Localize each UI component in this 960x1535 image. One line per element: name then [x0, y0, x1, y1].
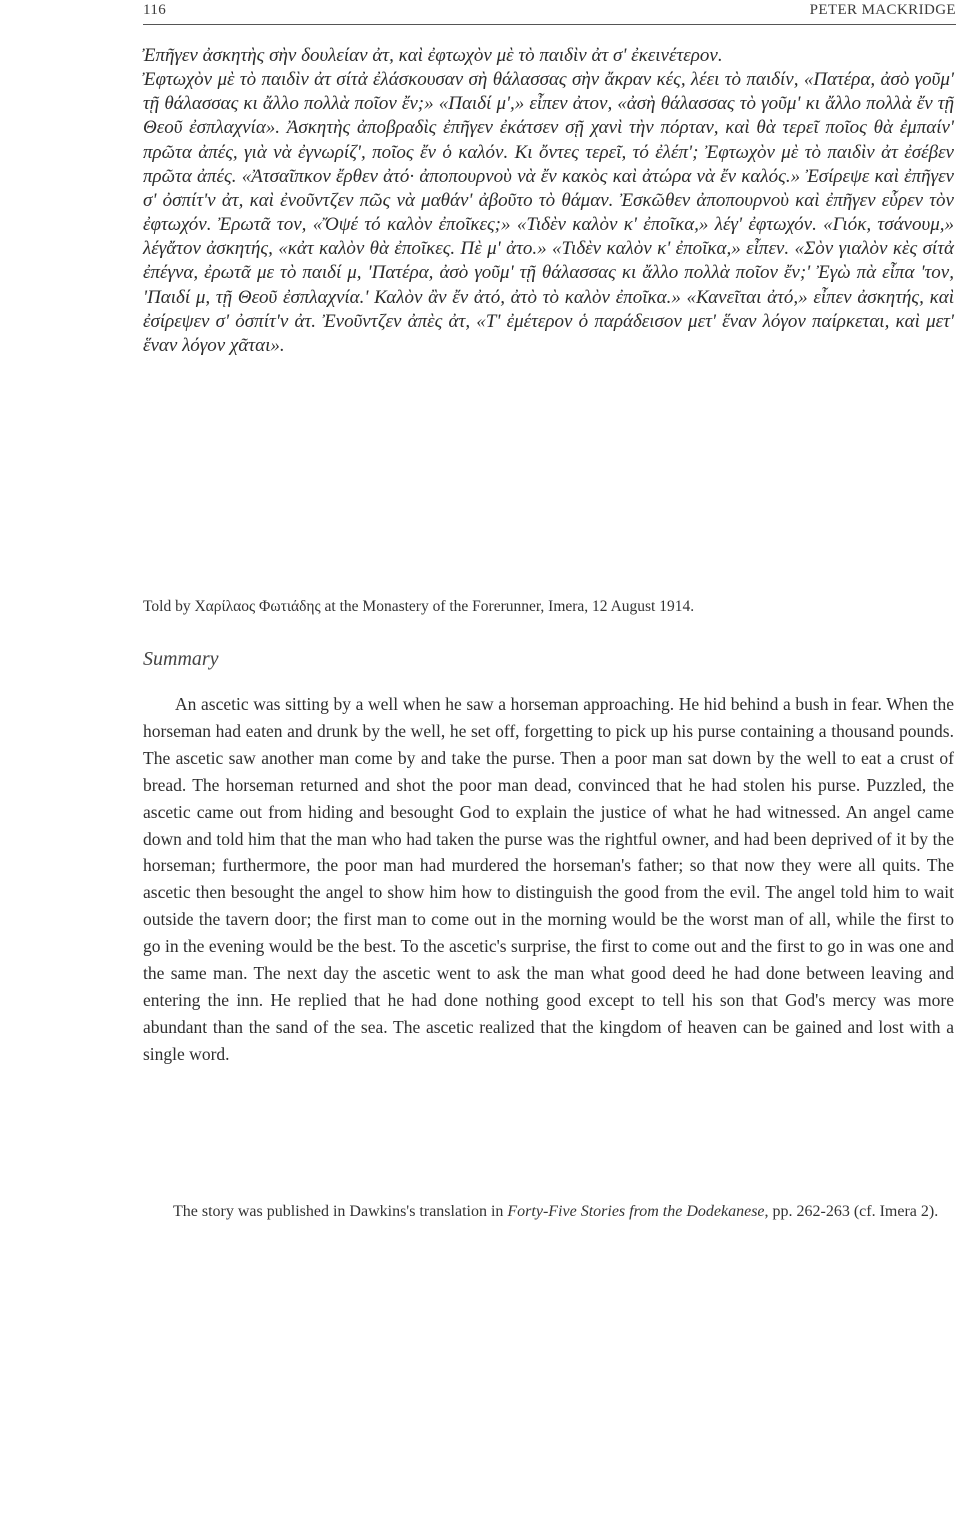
header-rule — [143, 24, 956, 25]
publication-note — [143, 1200, 954, 1224]
page-number: 116 — [143, 2, 167, 18]
greek-paragraph-1: Ἐπῆγεν ἀσκητὴς σὴν δουλείαν ἀτ, καὶ ἐφτωχὸν μὲ τὸ παιδὶν ἀτ σ' ἐκεινέτερον. — [142, 45, 723, 66]
note-suffix: , pp. 262-263 (cf. Imera 2). — [764, 1203, 939, 1220]
running-head-author: PETER MACKRIDGE — [809, 2, 956, 18]
summary-heading: Summary — [143, 648, 219, 670]
note-prefix: The story was published in Dawkins's translation in — [173, 1203, 508, 1220]
book-title: Forty-Five Stories from the Dodekanese — [507, 1203, 765, 1220]
attribution-line: Told by Χαρίλαος Φωτιάδης at the Monastery of the Forerunner, Imera, 12 August 1914. — [143, 598, 695, 615]
summary-paragraph: An ascetic was sitting by a well when he saw a horseman approaching. He hid behind a bush in fear. When the horseman had eaten and drunk by the well, he set off, forgetting to pick up his purse containing a thousand pounds. The ascetic saw another man come by and take the purse. Then a poor man sat down by the well to eat a crust of bread. The horseman returned and shot the poor man dead, convinced that he had stolen his purse. Puzzled, the ascetic came out from hiding and besought God to explain the justice of what he had witnessed. An angel came down and told him that the man who had taken the purse was the rightful owner, and had been deprived of it by the horseman; furthermore, the poor man had murdered the horseman's father; so that now they were all quits. The ascetic then besought the angel to show him how to distinguish the good from the evil. The angel told him to wait outside the tavern door; the first man to come out in the morning would be the worst man of all, while the first to go in the evening would be the best. To the ascetic's surprise, the first to come out and the first to go in was one and the same man. The next day the ascetic went to ask the man what good deed he had done between leaving and entering the inn. He replied that he had done nothing good except to tell his son that God's mercy was more abundant than the sand of the sea. The ascetic realized that the kingdom of heaven can be gained and lost with a single word. — [143, 694, 954, 1064]
greek-text-block — [143, 44, 954, 358]
running-head — [143, 0, 956, 22]
greek-paragraph-2: Ἐφτωχὸν μὲ τὸ παιδὶν ἀτ σίτἀ ἐλάσκουσαν σὴ θάλασσας σὴν ἄκραν κές, λέει τὸ παιδίν, «Πατέρα, ἀσὸ γοῦμ' τῇ θάλασσας κι ἄλλο πολλὰ ποῖον ἔν;» «Παιδί μ',» εἶπεν ἀτον, «ἀσὴ θάλασσας τὸ γοῦμ' κι ἄλλο πολλὰ ἔν τῇ Θεοῦ ἐσπλαχνία». Ἀσκητὴς ἀποβραδὶς ἐπῆγεν ἐκάτσεν σῇ χανὶ τὴν πόρταν, καὶ θὰ τερεῖ ποῖος θὰ ἐμπαίν' πρῶτα ἀπές, γιὰ νὰ ἐγνωρίζ', ποῖος ἔν ὁ καλόν. Κι ὄντες τερεῖ, τό ἐλέπ'; Ἐφτωχὸν μὲ τὸ παιδὶν ἀτ ἐσέβεν πρῶτα ἀπές. «Ἀτσαῖπκον ἔρθεν ἀτό· ἀποπουρνοὺ νὰ ἔν κακὸς καὶ ἀτώρα νὰ ἔν καλός.» Ἐσίρεψε καὶ ἐπῆγεν σ' ὀσπίτ'ν ἀτ, καὶ ἐνοῦντζεν πῶς νὰ μαθάν' ἀβοῦτο τὸ θάμαν. Ἐσκῶθεν ἀποπουρνοὺ καὶ ἐπῆγεν εὗρεν τὸν ἐφτωχόν. Ἐρωτᾶ τον, «Ὄψέ τό καλὸν ἐποῖκες;» «Τιδὲν καλὸν κ' ἐποῖκα,» λέγ' ἐφτωχόν. «Γιόκ, τσάνουμ,» λέγἄτον ἀσκητής, «κἀτ καλὸν θὰ ἐποῖκες. Πὲ μ' ἀτο.» «Τιδὲν καλὸν κ' ἐποῖκα,» εἶπεν. «Σὸν γιαλὸν κὲς σίτἀ ἐπέγνα, ἐρωτᾶ με τὸ παιδί μ, 'Πατέρα, ἀσὸ γοῦμ' τῇ θάλασσας κι ἄλλο πολλὰ ποῖον ἔν;' Ἐγὼ πὰ εἶπα 'τον, 'Παιδί μ, τῇ Θεοῦ ἐσπλαχνία.' Καλὸν ἂν ἔν ἀτό, ἀτὸ τὸ καλὸν ἐποῖκα.» «Κανεῖται ἀτό,» εἶπεν ἀσκητής, καὶ ἐσίρεψεν σ' ὀσπίτ'ν ἀτ. Ἐνοῦντζεν ἀπὲς ἀτ, «Τ' ἐμέτερον ὁ παράδεισον μετ' ἕναν λόγον παίρκεται, καὶ μετ' ἕναν λόγον χᾶται». — [142, 69, 954, 356]
